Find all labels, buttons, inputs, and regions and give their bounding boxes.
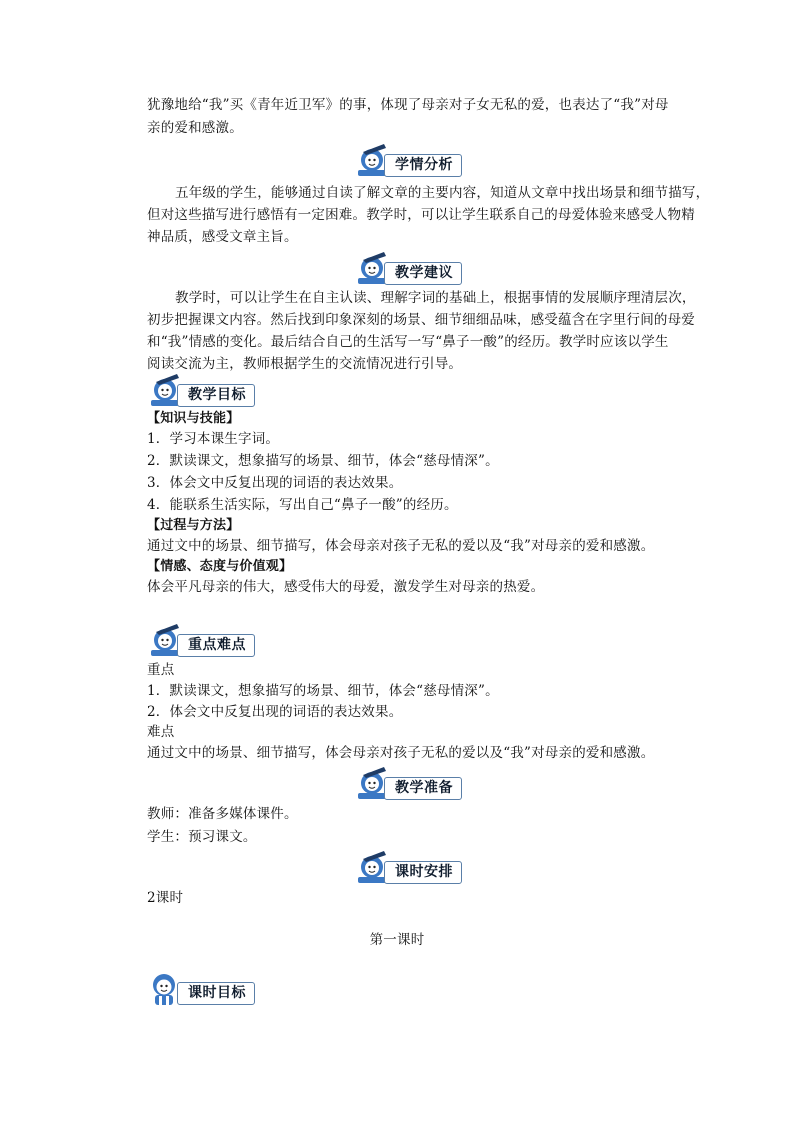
section-title: 课时目标 [177, 982, 255, 1005]
jianyi-line-1: 教学时，可以让学生在自主认读、理解字词的基础上，根据事情的发展顺序理清层次， [175, 290, 696, 306]
section-title: 学情分析 [384, 154, 462, 177]
intro-line-2: 亲的爱和感激。 [147, 120, 243, 136]
key-item-1: 1．默读课文，想象描写的场景、细节，体会“慈母情深”。 [147, 683, 499, 699]
section-heading-xueqing [354, 140, 494, 178]
xueqing-line-3: 神品质，感受文章主旨。 [147, 229, 298, 245]
hard-title: 难点 [147, 724, 175, 740]
emotion-title: 【情感、态度与价值观】 [147, 559, 293, 574]
xueqing-line-2: 但对这些描写进行感悟有一定困难。教学时，可以让学生联系自己的母爱体验来感受人物精 [147, 207, 695, 223]
section-title: 教学目标 [177, 384, 255, 407]
lesson-count: 2课时 [147, 890, 184, 906]
section-heading-jianyi [354, 248, 494, 286]
intro-line-1: 犹豫地给“我”买《青年近卫军》的事，体现了母亲对子女无私的爱，也表达了“我”对母 [147, 97, 669, 113]
knowledge-item-3: 3．体会文中反复出现的词语的表达效果。 [147, 475, 403, 491]
knowledge-title: 【知识与技能】 [147, 411, 240, 426]
jianyi-line-3: 和“我”情感的变化。最后结合自己的生活写一写“鼻子一酸”的经历。教学时应该以学生 [147, 334, 669, 350]
jianyi-line-2: 初步把握课文内容。然后找到印象深刻的场景、细节细细品味，感受蕴含在字里行间的母爱 [147, 312, 695, 328]
knowledge-item-2: 2．默读课文，想象描写的场景、细节，体会“慈母情深”。 [147, 453, 499, 469]
section-heading-keshi-mubiao [147, 968, 277, 1006]
key-item-2: 2．体会文中反复出现的词语的表达效果。 [147, 704, 403, 720]
section-heading-mubiao [147, 370, 287, 408]
section-title: 课时安排 [384, 861, 462, 884]
process-text: 通过文中的场景、细节描写，体会母亲对孩子无私的爱以及“我”对母亲的爱和感激。 [147, 538, 655, 554]
process-title: 【过程与方法】 [147, 518, 240, 533]
lesson-heading: 第一课时 [369, 932, 425, 948]
emotion-text: 体会平凡母亲的伟大，感受伟大的母爱，激发学生对母亲的热爱。 [147, 579, 545, 595]
jianyi-line-4: 阅读交流为主，教师根据学生的交流情况进行引导。 [147, 356, 463, 372]
student-prep: 学生：预习课文。 [147, 829, 257, 845]
key-title: 重点 [147, 662, 175, 678]
section-heading-zhunbei [354, 763, 494, 801]
knowledge-item-1: 1．学习本课生字词。 [147, 431, 280, 447]
section-heading-anpai [354, 847, 494, 885]
section-title: 教学准备 [384, 777, 462, 800]
teacher-prep: 教师：准备多媒体课件。 [147, 806, 298, 822]
xueqing-line-1: 五年级的学生，能够通过自读了解文章的主要内容，知道从文章中找出场景和细节描写， [175, 185, 710, 201]
section-title: 重点难点 [177, 634, 255, 657]
hard-text: 通过文中的场景、细节描写，体会母亲对孩子无私的爱以及“我”对母亲的爱和感激。 [147, 745, 655, 761]
knowledge-item-4: 4．能联系生活实际，写出自己“鼻子一酸”的经历。 [147, 497, 458, 513]
section-title: 教学建议 [384, 262, 462, 285]
section-heading-zhongdian [147, 620, 287, 658]
